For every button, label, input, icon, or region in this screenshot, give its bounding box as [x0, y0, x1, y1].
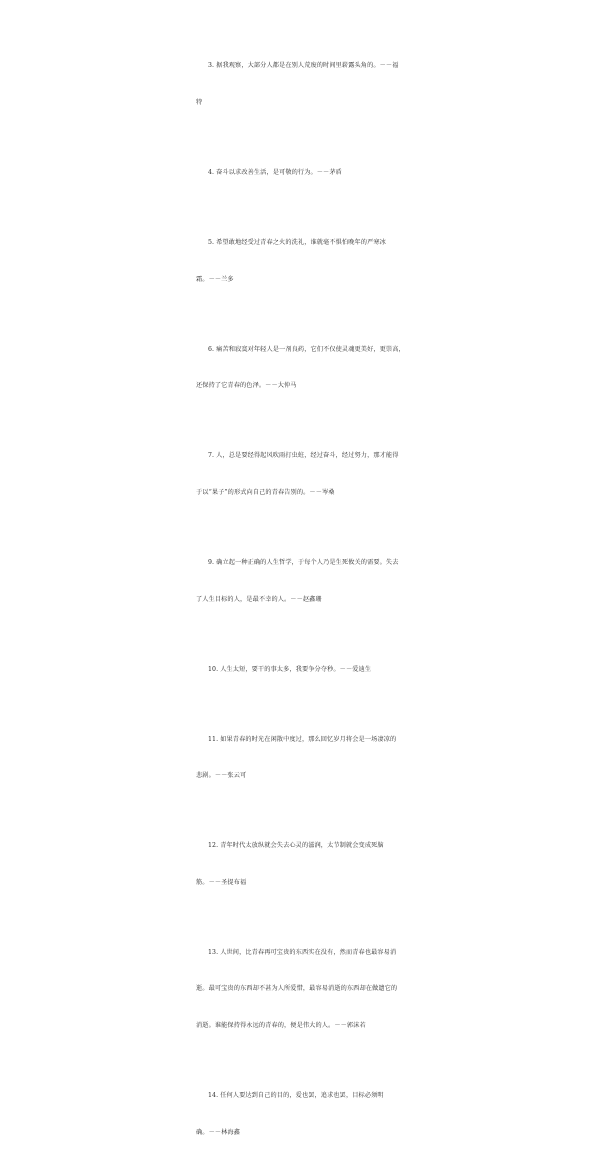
quote-line: 确。－－林海鑫 [196, 1128, 241, 1136]
quote-line: 5. 希望敢地经受过青春之火的洗礼，谁就毫不惧怕晚年的严寒冰 [208, 239, 386, 247]
quote-3 [196, 36, 416, 134]
quote-7 [196, 426, 416, 524]
quote-line: 6. 痛苦和寂寞对年轻人是一剂良药，它们不仅使灵魂更美好，更崇高， [208, 345, 405, 353]
quote-line: 4. 奋斗以求改善生活，是可敬的行为。－－茅盾 [208, 169, 342, 177]
quote-4 [196, 143, 416, 204]
quote-line: 3. 据我观察，大部分人都是在别人荒废的时间里崭露头角的。－－福 [208, 62, 399, 70]
quote-line: 13. 人世间，比青春再可宝贵的东西实在没有，然而青春也最容易消 [208, 948, 397, 956]
quote-5 [196, 213, 416, 311]
quote-line: 7. 人，总是要经得起风吹雨打虫蛀，经过奋斗，经过努力，那才能得 [208, 452, 399, 460]
quote-line: 特 [196, 99, 203, 107]
quote-6 [196, 319, 416, 417]
quote-line: 11. 如果青春的时光在闲散中度过，那么回忆岁月将会是一场凄凉的 [208, 735, 397, 743]
quote-9 [196, 533, 416, 631]
quote-14 [196, 1066, 416, 1164]
quote-list [196, 36, 416, 1172]
quote-line: 筋。－－圣提布福 [196, 878, 247, 886]
quote-12 [196, 816, 416, 914]
quote-line: 14. 任何人要达到自己的目的，爱也罢，追求也罢，目标必须明 [208, 1092, 384, 1100]
quote-line: 12. 青年时代太放纵就会失去心灵的滋润，太节制就会变成死脑 [208, 842, 384, 850]
quote-line: 消逝。谁能保持得永远的青春的，便是伟大的人。－－郭沫若 [196, 1022, 366, 1030]
quote-line: 逝。最可宝贵的东西却不甚为人所爱惜，最容易消逝的东西却在做遗它的 [196, 985, 398, 993]
quote-10 [196, 639, 416, 700]
quote-11 [196, 709, 416, 807]
quote-line: 悲剧。－－张云可 [196, 772, 247, 780]
quote-line: 了人生目标的人，是最不幸的人。－－赵鑫珊 [196, 595, 322, 603]
quote-line: 于以“果子”的形式向自己的青春告别的。－－岑桑 [196, 488, 335, 496]
quote-line: 9. 确立起一种正确的人生哲学，于每个人乃是生死攸关的需要。失去 [208, 558, 399, 566]
quote-line: 还保持了它青春的色泽。－－大仲马 [196, 382, 297, 390]
quote-line: 10. 人生太短，要干的事太多，我要争分夺秒。－－爱迪生 [208, 665, 372, 673]
quote-line: 霜。－－兰多 [196, 275, 234, 283]
quote-13 [196, 922, 416, 1056]
